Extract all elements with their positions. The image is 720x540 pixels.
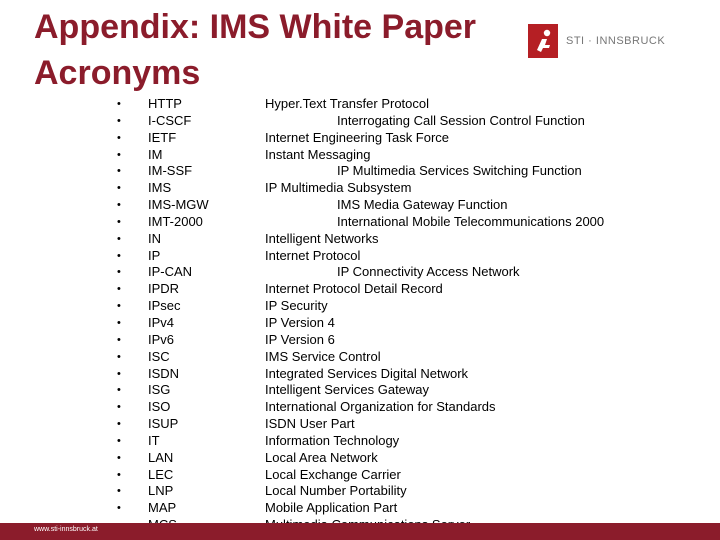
acronym-term: IMT-2000 xyxy=(148,213,203,229)
bullet: • xyxy=(117,333,121,346)
acronym-definition: Integrated Services Digital Network xyxy=(265,365,469,381)
page-title xyxy=(34,4,514,96)
acronym-definition: Intelligent Services Gateway xyxy=(265,382,430,398)
acronym-definition: Information Technology xyxy=(265,432,400,448)
acronym-term: IMS-MGW xyxy=(148,197,209,213)
bullet: • xyxy=(117,418,121,431)
acronym-term: IT xyxy=(148,432,160,448)
bullet: • xyxy=(117,384,121,397)
acronym-term: IPv6 xyxy=(148,331,175,347)
acronym-definition: Intelligent Networks xyxy=(265,230,379,246)
footer-url: www.sti-innsbruck.at xyxy=(34,526,98,533)
logo-text: STI · INNSBRUCK xyxy=(566,35,666,47)
acronym-definition: Interrogating Call Session Control Function xyxy=(337,112,585,128)
acronym-definition: Internet Protocol Detail Record xyxy=(265,281,443,297)
acronym-term: LAN xyxy=(148,449,174,465)
acronym-term: IMS xyxy=(148,180,172,196)
acronym-definition: Local Area Network xyxy=(265,449,378,465)
bullet: • xyxy=(117,451,121,464)
acronym-definition: International Mobile Telecommunications 2000 xyxy=(337,213,605,229)
bullet: • xyxy=(117,300,121,313)
acronym-term: IM-SSF xyxy=(148,163,193,179)
bullet: • xyxy=(117,434,121,447)
bullet: • xyxy=(117,215,121,228)
bullet: • xyxy=(117,502,121,515)
acronym-term: IETF xyxy=(148,129,177,145)
bullet: • xyxy=(117,316,121,329)
acronym-definition: IP Version 6 xyxy=(265,331,335,347)
acronym-definition: IP Multimedia Subsystem xyxy=(265,180,412,196)
bullet: • xyxy=(117,350,121,363)
acronym-term: ISUP xyxy=(148,416,179,432)
acronym-term: IM xyxy=(148,146,163,162)
acronym-definition: Mobile Application Part xyxy=(265,500,398,516)
acronym-definition: Internet Engineering Task Force xyxy=(265,129,450,145)
acronym-definition: Instant Messaging xyxy=(265,146,371,162)
acronym-definition: Local Exchange Carrier xyxy=(265,466,401,482)
bullet: • xyxy=(117,367,121,380)
logo-figure-icon xyxy=(528,24,558,58)
acronym-definition: IP Security xyxy=(265,298,328,314)
acronym-term: ISO xyxy=(148,399,171,415)
bullet: • xyxy=(117,131,121,144)
bullet: • xyxy=(117,114,121,127)
acronym-definition: Hyper.Text Transfer Protocol xyxy=(265,96,430,111)
bullet: • xyxy=(117,283,121,296)
acronym-term: MAP xyxy=(148,500,177,516)
acronym-definition: IMS Service Control xyxy=(265,348,381,364)
acronym-definition: Local Number Portability xyxy=(265,483,407,499)
acronym-term: LEC xyxy=(148,466,174,482)
acronym-term: IPDR xyxy=(148,281,180,297)
acronym-definition: IP Multimedia Services Switching Function xyxy=(337,163,582,179)
bullet: • xyxy=(117,249,121,262)
acronym-definition: ISDN User Part xyxy=(265,416,355,432)
title-line-2: Acronyms xyxy=(34,54,201,92)
bullet: • xyxy=(117,232,121,245)
bullet: • xyxy=(117,165,121,178)
bullet: • xyxy=(117,485,121,498)
title-line-1: Appendix: IMS White Paper xyxy=(34,8,477,46)
acronym-definition: Internet Protocol xyxy=(265,247,361,263)
acronym-definition: IP Connectivity Access Network xyxy=(337,264,520,280)
acronym-term: IPv4 xyxy=(148,314,175,330)
acronym-term: IP-CAN xyxy=(148,264,193,280)
bullet: • xyxy=(117,401,121,414)
bullet: • xyxy=(117,468,121,481)
bullet: • xyxy=(117,182,121,195)
acronym-term: LNP xyxy=(148,483,174,499)
bullet: • xyxy=(117,98,121,110)
acronym-term: IPsec xyxy=(148,298,181,314)
bullet: • xyxy=(117,266,121,279)
acronym-definition: IP Version 4 xyxy=(265,314,335,330)
bullet: • xyxy=(117,199,121,212)
acronym-definition: International Organization for Standards xyxy=(265,399,496,415)
footer-bar xyxy=(0,523,720,540)
acronym-definition: IMS Media Gateway Function xyxy=(337,197,508,213)
logo-mark-icon xyxy=(528,24,558,58)
acronym-term: ISDN xyxy=(148,365,180,381)
acronym-term: ISG xyxy=(148,382,171,398)
acronym-term: IP xyxy=(148,247,161,263)
acronym-term: I-CSCF xyxy=(148,112,192,128)
acronym-term: IN xyxy=(148,230,161,246)
acronym-term: HTTP xyxy=(148,96,182,111)
bullet: • xyxy=(117,148,121,161)
acronym-term: ISC xyxy=(148,348,170,364)
